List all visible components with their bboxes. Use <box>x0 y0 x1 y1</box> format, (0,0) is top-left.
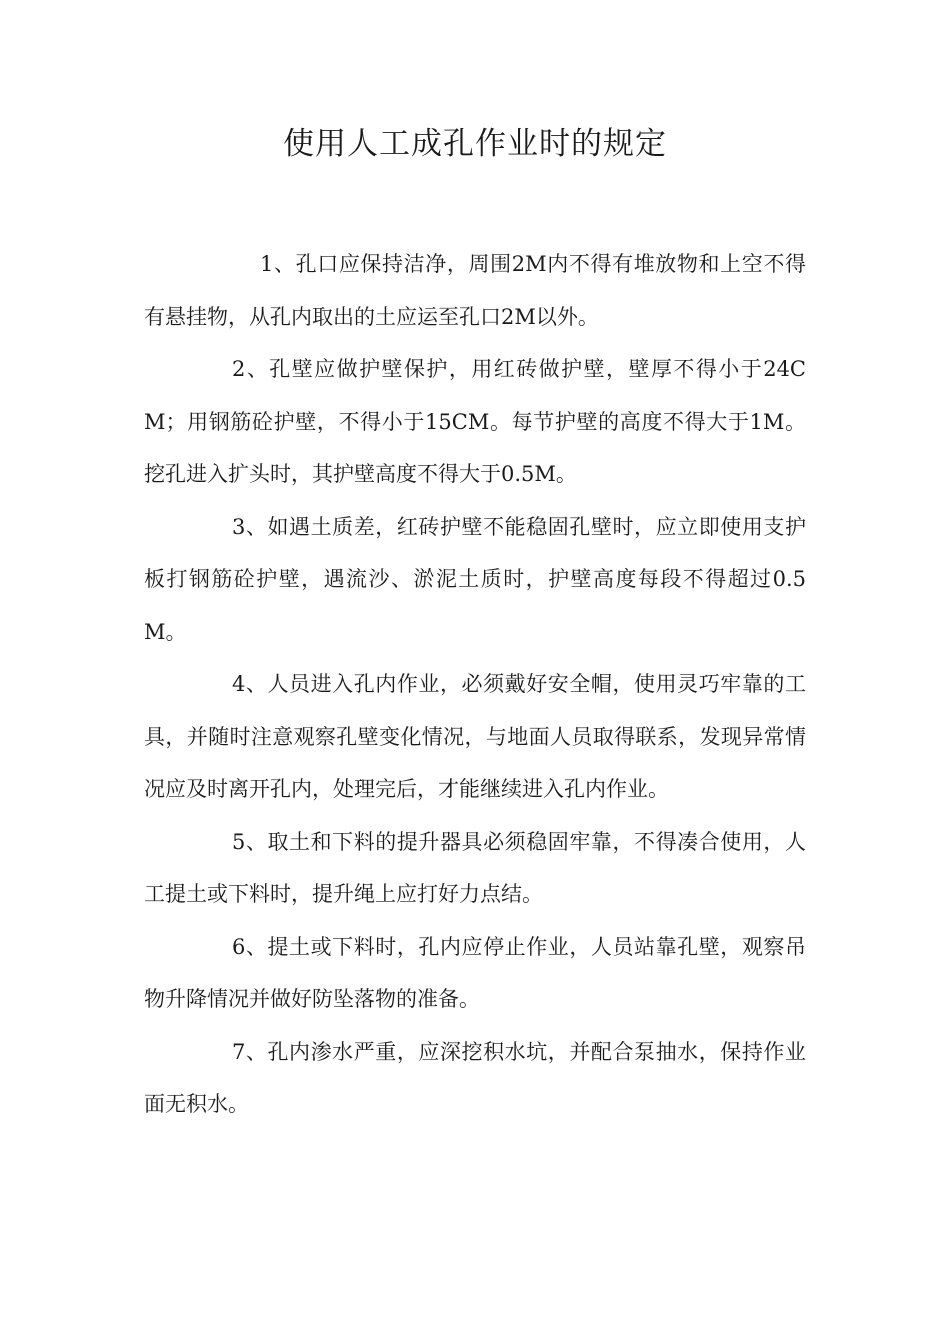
paragraph-3: 3、如遇土质差，红砖护壁不能稳固孔壁时，应立即使用支护板打钢筋砼护壁，遇流沙、淤泥土质时，护壁高度每段不得超过0.5M。 <box>144 514 806 644</box>
paragraph-6: 6、提土或下料时，孔内应停止作业，人员站靠孔壁，观察吊物升降情况并做好防坠落物的准备。 <box>144 934 806 1011</box>
paragraph-5: 5、取土和下料的提升器具必须稳固牢靠，不得凑合使用，人工提土或下料时，提升绳上应打好力点结。 <box>144 829 806 906</box>
paragraph-7: 7、孔内渗水严重，应深挖积水坑，并配合泵抽水，保持作业面无积水。 <box>144 1039 806 1116</box>
paragraph-1: 1、孔口应保持洁净，周围2M内不得有堆放物和上空不得有悬挂物，从孔内取出的土应运至孔口2M以外。 <box>144 252 806 329</box>
document-body <box>144 238 806 1131</box>
paragraph-4: 4、人员进入孔内作业，必须戴好安全帽，使用灵巧牢靠的工具，并随时注意观察孔壁变化情况，与地面人员取得联系，发现异常情况应及时离开孔内，处理完后，才能继续进入孔内作业。 <box>144 672 806 801</box>
paragraph-2: 2、孔壁应做护壁保护，用红砖做护壁，壁厚不得小于24CM；用钢筋砼护壁，不得小于15CM。每节护壁的高度不得大于1M。挖孔进入扩头时，其护壁高度不得大于0.5M。 <box>144 357 806 486</box>
document-title: 使用人工成孔作业时的规定 <box>283 126 667 162</box>
